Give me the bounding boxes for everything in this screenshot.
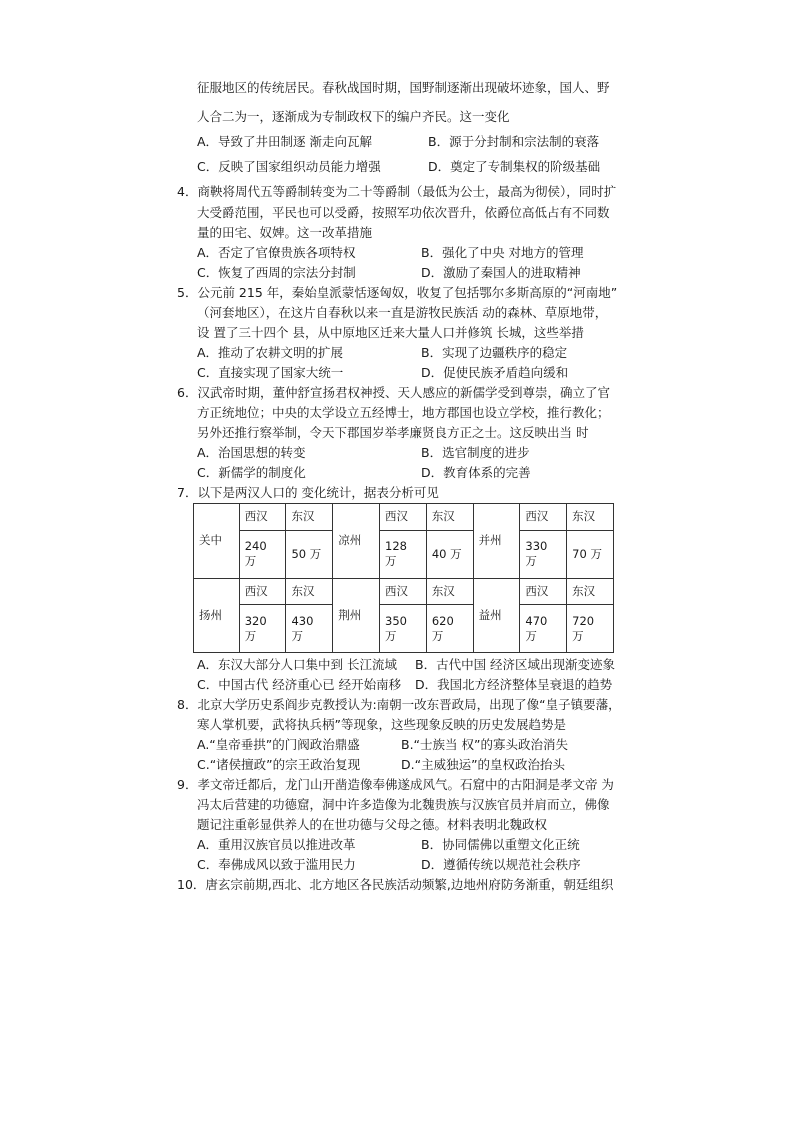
option-d: D．促使民族矛盾趋向缓和 [421,365,569,380]
text-line: 人合二为一，逐渐成为专制政权下的编户齐民。这一变化 [197,109,510,124]
option-b: B．强化了中央 对地方的管理 [421,245,584,260]
column-header: 西汉 [520,578,567,605]
text-line: 大受爵范围，平民也可以受爵，按照军功依次晋升，依爵位高低占有不同数 [197,205,610,220]
region-cell: 扬州 [194,578,240,653]
table-row [194,605,614,653]
column-header: 西汉 [520,504,567,531]
value-cell: 40 万 [426,530,473,578]
option-c: C.“诸侯擅政”的宗王政治复现 [197,757,361,772]
column-header: 西汉 [380,578,427,605]
text-line: 方正统地位；中央的太学设立五经博士，地方郡国也设立学校，推行教化； [197,405,610,420]
option-b: B．实现了边疆秩序的稳定 [421,345,568,360]
value-cell: 720 万 [567,605,614,653]
region-cell: 并州 [473,504,520,579]
option-c: C．直接实现了国家大统一 [197,365,344,380]
text-line: 题记注重彰显供养人的在世功德与父母之德。材料表明北魏政权 [197,817,548,832]
option-c: C．新儒学的制度化 [197,465,306,480]
value-cell: 430 万 [286,605,333,653]
value-cell: 350 万 [380,605,427,653]
column-header: 东汉 [567,504,614,531]
option-d: D．奠定了专制集权的阶级基础 [428,159,601,174]
table-row [194,504,614,531]
option-a: A．否定了官僚贵族各项特权 [197,245,356,260]
option-a: A．东汉大部分人口集中到 长江流域 [197,657,398,672]
region-cell: 荆州 [333,578,380,653]
region-cell: 凉州 [333,504,380,579]
option-b: B.“士族当 权”的寡头政治消失 [401,737,568,752]
text-line: 寒人掌机要，武将执兵柄”等现象，这些现象反映的历史发展趋势是 [197,717,566,732]
region-cell: 益州 [473,578,520,653]
value-cell: 50 万 [286,530,333,578]
question-stem: 6．汉武帝时期，董仲舒宣扬君权神授、天人感应的新儒学受到尊崇，确立了官 [177,385,610,400]
question-stem: 4．商鞅将周代五等爵制转变为二十等爵制（最低为公士，最高为彻侯），同时扩 [177,184,617,199]
option-c: C．中国古代 经济重心已 经开始南移 [197,677,402,692]
option-d: D．我国北方经济整体呈衰退的趋势 [415,677,613,692]
text-line: 设 置了三十四个 县，从中原地区迁来大量人口并修筑 长城，这些举措 [197,325,584,340]
column-header: 西汉 [239,578,286,605]
question-stem: 5．公元前 215 年，秦始皇派蒙恬逐匈奴，收复了包括鄂尔多斯高原的“河南地” [177,285,618,300]
question-stem: 10．唐玄宗前期,西北、北方地区各民族活动频繁,边地州府防务渐重，朝廷组织 [177,877,614,892]
question-stem: 7．以下是两汉人口的 变化统计，据表分析可见 [177,485,439,500]
option-a: A．导致了井田制逐 渐走向瓦解 [197,134,373,149]
option-b: B．源于分封制和宗法制的衰落 [428,134,600,149]
text-line: 另外还推行察举制，令天下郡国岁举孝廉贤良方正之士。这反映出当 时 [197,425,589,440]
column-header: 西汉 [239,504,286,531]
value-cell: 128 万 [380,530,427,578]
option-b: B．古代中国 经济区域出现渐变迹象 [415,657,616,672]
text-line: 量的田宅、奴婢。这一改革措施 [197,225,373,240]
column-header: 东汉 [286,578,333,605]
text-line: 征服地区的传统居民。春秋战国时期，国野制逐渐出现破坏迹象，国人、野 [197,80,610,95]
region-cell: 关中 [194,504,240,579]
value-cell: 330 万 [520,530,567,578]
option-a: A．推动了农耕文明的扩展 [197,345,344,360]
option-a: A．治国思想的转变 [197,445,306,460]
column-header: 西汉 [380,504,427,531]
option-d: D．遵循传统以规范社会秩序 [421,857,581,872]
population-table [193,503,614,653]
table-row [194,578,614,605]
value-cell: 470 万 [520,605,567,653]
option-b: B．协同儒佛以重塑文化正统 [421,837,580,852]
value-cell: 320 万 [239,605,286,653]
column-header: 东汉 [567,578,614,605]
option-d: D．教育体系的完善 [421,465,531,480]
table-row [194,530,614,578]
option-c: C．恢复了西周的宗法分封制 [197,265,356,280]
option-d: D.“主威独运”的皇权政治抬头 [401,757,566,772]
option-c: C．反映了国家组织动员能力增强 [197,159,381,174]
question-stem: 9．孝文帝迁都后，龙门山开凿造像奉佛遂成风气。石窟中的古阳洞是孝文帝 为 [177,777,614,792]
value-cell: 70 万 [567,530,614,578]
column-header: 东汉 [426,578,473,605]
text-line: 冯太后营建的功德窟，洞中许多造像为北魏贵族与汉族官员并肩而立，佛像 [197,797,610,812]
question-stem: 8．北京大学历史系阎步克教授认为:南朝一改东晋政局，出现了像“皇子镇要藩， [177,697,621,712]
column-header: 东汉 [286,504,333,531]
option-d: D．激励了秦国人的进取精神 [421,265,581,280]
text-line: （河套地区），在这片自春秋以来一直是游牧民族活 动的森林、草原地带， [197,305,608,320]
option-c: C．奉佛成风以致于滥用民力 [197,857,356,872]
column-header: 东汉 [426,504,473,531]
value-cell: 240 万 [239,530,286,578]
option-b: B．选官制度的进步 [421,445,530,460]
value-cell: 620 万 [426,605,473,653]
option-a: A．重用汉族官员以推进改革 [197,837,356,852]
option-a: A.“皇帝垂拱”的门阀政治鼎盛 [197,737,360,752]
